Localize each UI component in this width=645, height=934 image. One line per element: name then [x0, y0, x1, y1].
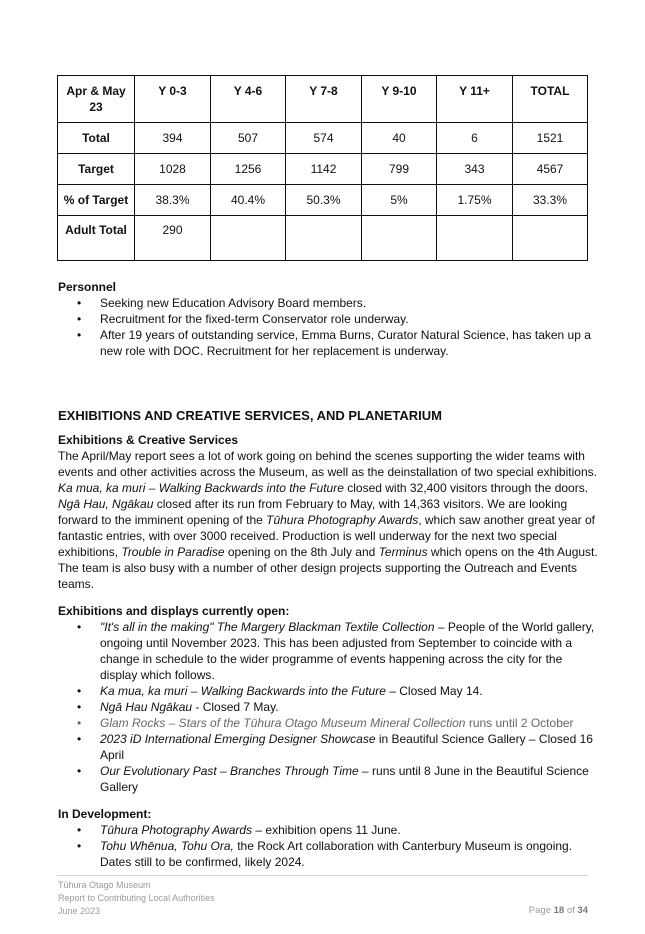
exhibition-title: Terminus — [378, 545, 428, 559]
exhibition-title: Tohu Whēnua, Tohu Ora, — [100, 839, 234, 853]
list-item — [58, 699, 598, 715]
table-cell: 290 — [135, 216, 211, 261]
para-text: which opens on the 4th August. The team is also busy with a number of other design projects supporting the Outreach and Events teams. — [58, 545, 598, 591]
table-cell: 50.3% — [286, 185, 362, 216]
row-label: Target — [58, 154, 135, 185]
item-text: runs until 2 October — [465, 716, 574, 730]
exhibition-title: 2023 iD International Emerging Designer Showcase — [100, 732, 376, 746]
exhibition-title: Ka mua, ka muri – Walking Backwards into the Future — [100, 684, 386, 698]
list-item — [58, 838, 598, 870]
table-cell: 1521 — [513, 123, 588, 154]
table-cell — [211, 216, 286, 261]
exhibition-title: Ngā Hau Ngākau — [100, 700, 193, 714]
table-cell — [513, 216, 588, 261]
table-cell: 40 — [362, 123, 437, 154]
table-header-cell: Y 4-6 — [211, 76, 286, 123]
table-header-cell: Y 7-8 — [286, 76, 362, 123]
table-header-row — [58, 76, 588, 123]
development-list — [58, 822, 598, 870]
exhibition-title: Glam Rocks – Stars of the Tūhura Otago Museum Mineral Collection — [100, 716, 466, 730]
item-text: – runs until 8 June in the Beautiful Science Gallery — [100, 764, 589, 794]
table-cell: 1142 — [286, 154, 362, 185]
open-heading: Exhibitions and displays currently open: — [58, 604, 290, 618]
table-cell: 343 — [437, 154, 513, 185]
list-item: • After 19 years of outstanding service, Emma Burns, Curator Natural Science, has taken up a new role with DOC. Recruitment for her replacement is underway. — [58, 327, 598, 359]
table-cell: 394 — [135, 123, 211, 154]
table-cell: 38.3% — [135, 185, 211, 216]
table-row — [58, 216, 588, 261]
para-text: closed with 32,400 visitors through the doors. — [343, 481, 589, 495]
row-label: Total — [58, 123, 135, 154]
list-item — [58, 683, 598, 699]
table-cell — [286, 216, 362, 261]
row-label: % of Target — [58, 185, 135, 216]
list-item — [58, 822, 598, 838]
in-development-section — [58, 806, 598, 870]
item-text: - Closed 7 May. — [192, 700, 279, 714]
para-text: opening on the 8th July and — [224, 545, 379, 559]
row-label: Adult Total — [58, 216, 135, 261]
open-list — [58, 619, 598, 795]
exhibition-title: Tūhura Photography Awards — [266, 513, 419, 527]
list-item: • Seeking new Education Advisory Board members. — [58, 295, 598, 311]
personnel-heading: Personnel — [58, 280, 117, 294]
table-row — [58, 185, 588, 216]
para-text: closed after its run from February to May, with 14,363 visitors. We are looking forward to the imminent opening of the — [58, 497, 568, 527]
item-text: the Rock Art collaboration with Canterbury Museum is ongoing. Dates still to be confirmed, likely 2024. — [100, 839, 573, 869]
table-cell: 5% — [362, 185, 437, 216]
exhibitions-section — [58, 432, 598, 592]
table-cell: 1028 — [135, 154, 211, 185]
visitor-stats-table — [57, 75, 588, 261]
exhibition-title: Ka mua, ka muri – Walking Backwards into the Future — [58, 481, 344, 495]
table-cell: 1256 — [211, 154, 286, 185]
table-cell: 40.4% — [211, 185, 286, 216]
table-header-cell: Y 11+ — [437, 76, 513, 123]
table-cell: 4567 — [513, 154, 588, 185]
page-word: Page — [528, 905, 551, 916]
table-cell: 574 — [286, 123, 362, 154]
table-row — [58, 123, 588, 154]
item-text: – exhibition opens 11 June. — [252, 823, 401, 837]
list-item — [58, 763, 598, 795]
personnel-section — [58, 279, 598, 359]
exhibition-title: Tūhura Photography Awards — [100, 823, 253, 837]
table-cell — [437, 216, 513, 261]
table-header-cell: TOTAL — [513, 76, 588, 123]
item-text: in Beautiful Science Gallery – Closed 16 April — [100, 732, 593, 762]
personnel-list — [58, 295, 598, 359]
list-item — [58, 619, 598, 683]
footer-org: Tūhura Otago Museum — [58, 880, 151, 890]
exhibitions-paragraph — [58, 448, 598, 592]
table-cell: 1.75% — [437, 185, 513, 216]
exhibitions-subheading: Exhibitions & Creative Services — [58, 433, 239, 447]
development-heading: In Development: — [58, 807, 152, 821]
exhibition-title: "It's all in the making" The Margery Blackman Textile Collection — [100, 620, 435, 634]
footer-report: Report to Contributing Local Authorities — [58, 893, 215, 903]
open-exhibitions-section — [58, 603, 598, 795]
total-pages: 34 — [577, 905, 588, 916]
current-page: 18 — [553, 905, 565, 916]
list-item — [58, 715, 598, 731]
list-item — [58, 731, 598, 763]
item-text: – People of the World gallery, ongoing until November 2023. This has been adjusted from September to coincide with a change in schedule to the wider programme of events happening across the city for the display which follows. — [100, 620, 595, 682]
table-cell: 6 — [437, 123, 513, 154]
table-header-cell: Apr & May 23 — [58, 76, 135, 123]
section-heading: EXHIBITIONS AND CREATIVE SERVICES, AND PLANETARIUM — [58, 408, 443, 423]
table-cell: 507 — [211, 123, 286, 154]
exhibition-title: Trouble in Paradise — [121, 545, 225, 559]
exhibition-title: Ngā Hau, Ngākau — [58, 497, 154, 511]
table-cell: 33.3% — [513, 185, 588, 216]
exhibition-title: Our Evolutionary Past – Branches Through Time — [100, 764, 359, 778]
table-header-cell: Y 9-10 — [362, 76, 437, 123]
item-text: – Closed May 14. — [385, 684, 483, 698]
list-item: • Recruitment for the fixed-term Conservator role underway. — [58, 311, 598, 327]
page-number — [529, 905, 588, 916]
footer-date: June 2023 — [58, 906, 101, 916]
para-text: The April/May report sees a lot of work going on behind the scenes supporting the wider teams with events and other activities across the Museum, as well as the deinstallation of two special exhibitions. — [58, 449, 597, 479]
footer-divider — [57, 875, 588, 876]
table-cell: 799 — [362, 154, 437, 185]
table-header-cell: Y 0-3 — [135, 76, 211, 123]
para-text: , which saw another great year of fantastic entries, with over 3000 received. Production is well underway for the next two special exhibitions, — [58, 513, 595, 559]
table-row — [58, 154, 588, 185]
table-cell — [362, 216, 437, 261]
of-word: of — [566, 905, 575, 916]
